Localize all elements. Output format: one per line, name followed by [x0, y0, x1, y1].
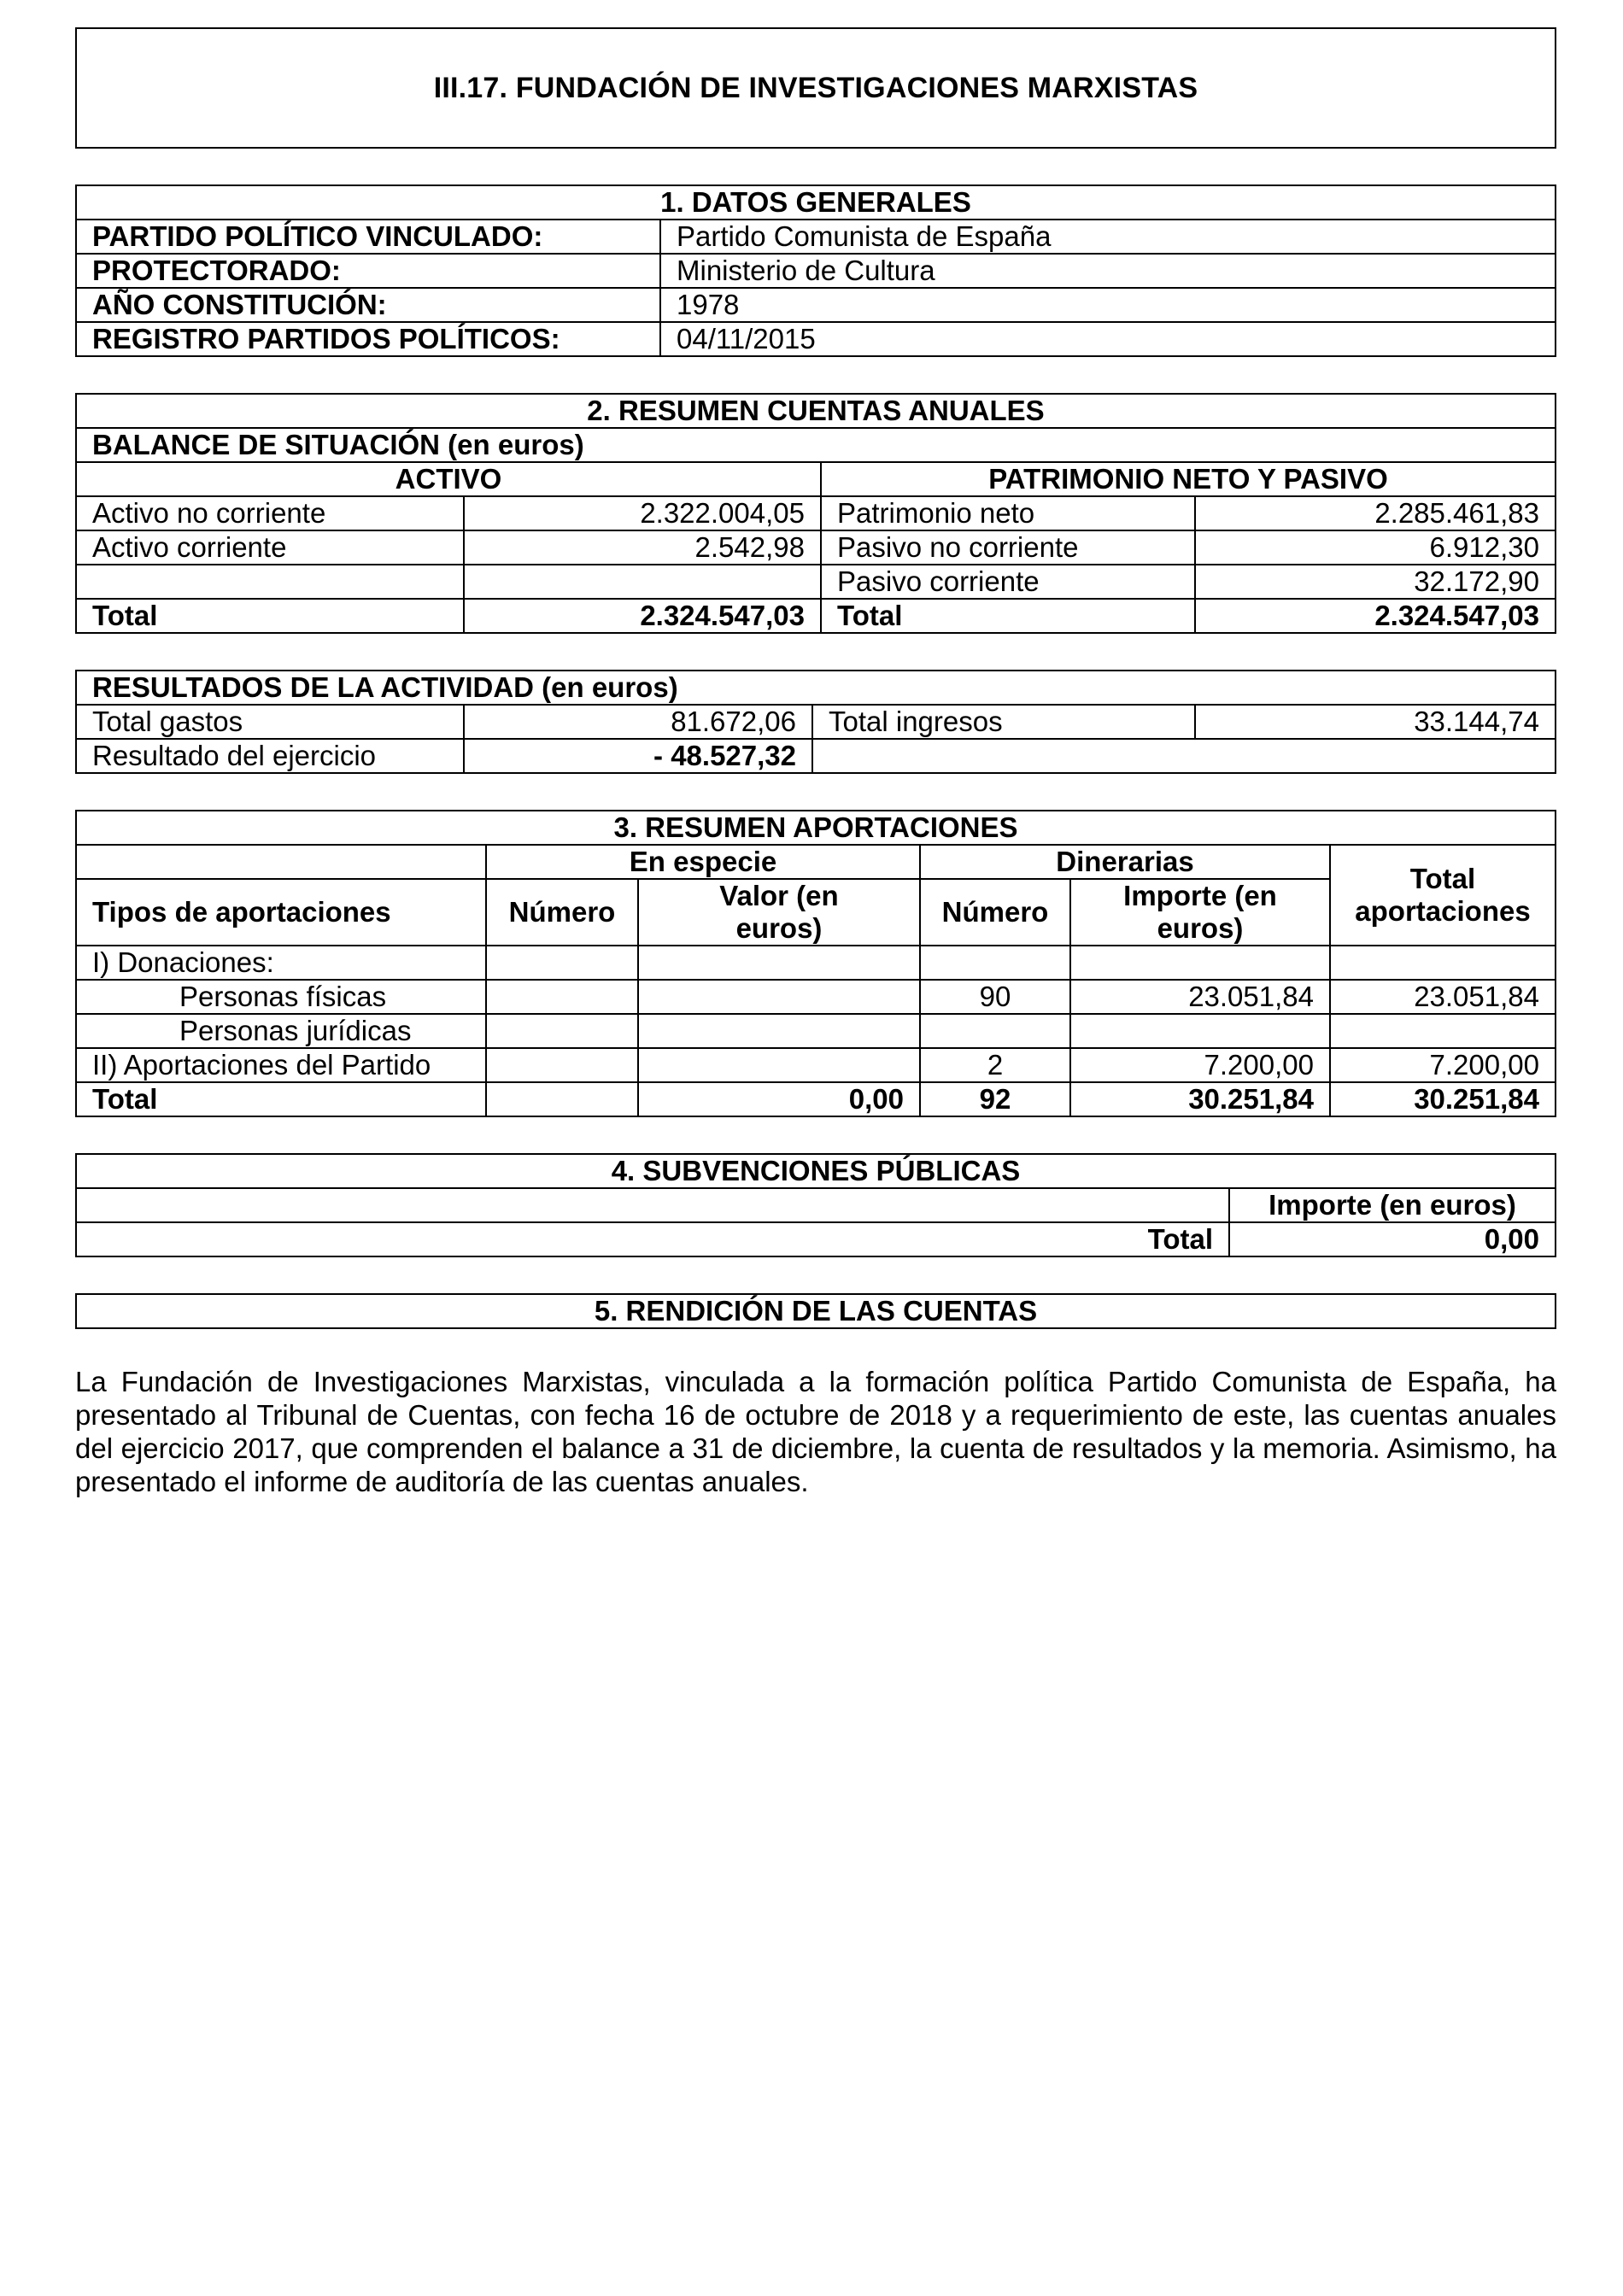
- section-heading: 3. RESUMEN APORTACIONES: [76, 811, 1556, 845]
- resultados-table: [75, 670, 1556, 774]
- document-page: [75, 27, 1556, 1526]
- tipo-label: Personas jurídicas: [76, 1014, 486, 1048]
- pasivo-total-value: 2.324.547,03: [1195, 599, 1556, 633]
- din-numero: 90: [920, 980, 1070, 1014]
- gastos-value: 81.672,06: [464, 705, 812, 739]
- pasivo-label: Pasivo no corriente: [821, 530, 1195, 565]
- pasivo-label: Pasivo corriente: [821, 565, 1195, 599]
- activo-value: 2.322.004,05: [464, 496, 821, 530]
- section-heading: 5. RENDICIÓN DE LAS CUENTAS: [76, 1294, 1556, 1328]
- table-row: [76, 705, 1556, 739]
- row-value: Partido Comunista de España: [660, 220, 1556, 254]
- rendicion-table: [75, 1293, 1556, 1329]
- row-total: 23.051,84: [1330, 980, 1556, 1014]
- table-row: [76, 739, 1556, 773]
- total-label: Total: [76, 1222, 1229, 1256]
- pasivo-header: PATRIMONIO NETO Y PASIVO: [821, 462, 1556, 496]
- pasivo-value: 6.912,30: [1195, 530, 1556, 565]
- subvenciones-table: [75, 1153, 1556, 1257]
- row-label: REGISTRO PARTIDOS POLÍTICOS:: [76, 322, 660, 356]
- activo-value: 2.542,98: [464, 530, 821, 565]
- row-label: PARTIDO POLÍTICO VINCULADO:: [76, 220, 660, 254]
- row-label: PROTECTORADO:: [76, 254, 660, 288]
- table-row: [76, 322, 1556, 356]
- table-row: [76, 565, 1556, 599]
- activo-label: Activo corriente: [76, 530, 464, 565]
- datos-generales-table: [75, 184, 1556, 357]
- activo-value: [464, 565, 821, 599]
- table-row: [76, 946, 1556, 980]
- row-value: 1978: [660, 288, 1556, 322]
- valor-header: Valor (en euros): [638, 879, 920, 946]
- din-numero: 2: [920, 1048, 1070, 1082]
- numero-header: Número: [486, 879, 638, 946]
- table-row: [76, 254, 1556, 288]
- table-row: [76, 1014, 1556, 1048]
- esp-valor-total: 0,00: [638, 1082, 920, 1116]
- table-row: [76, 496, 1556, 530]
- pasivo-total-label: Total: [821, 599, 1195, 633]
- din-importe: 23.051,84: [1070, 980, 1330, 1014]
- pasivo-value: 32.172,90: [1195, 565, 1556, 599]
- row-value: 04/11/2015: [660, 322, 1556, 356]
- resultado-value: - 48.527,32: [464, 739, 812, 773]
- total-aportaciones-header: Total aportaciones: [1330, 845, 1556, 946]
- resumen-cuentas-table: [75, 393, 1556, 634]
- activo-label: Activo no corriente: [76, 496, 464, 530]
- numero-header: Número: [920, 879, 1070, 946]
- row-total: 7.200,00: [1330, 1048, 1556, 1082]
- pasivo-label: Patrimonio neto: [821, 496, 1195, 530]
- total-row: [76, 1222, 1556, 1256]
- rendicion-paragraph: La Fundación de Investigaciones Marxistas, vinculada a la formación política Partido Comunista de España, ha presentado al Tribunal de Cuentas, con fecha 16 de octubre de 2018 y a requerimiento de este, las cuentas anuales del ejercicio 2017, que comprenden el balance a 31 de diciembre, la cuenta de resultados y la memoria. Asimismo, ha presentado el informe de auditoría de las cuentas anuales.: [75, 1366, 1556, 1497]
- table-row: [76, 220, 1556, 254]
- section-heading: 1. DATOS GENERALES: [76, 185, 1556, 220]
- aportaciones-table: [75, 810, 1556, 1117]
- total-row: [76, 1082, 1556, 1116]
- pasivo-value: 2.285.461,83: [1195, 496, 1556, 530]
- table-row: [76, 530, 1556, 565]
- resultados-heading: RESULTADOS DE LA ACTIVIDAD (en euros): [76, 671, 1556, 705]
- importe-header: Importe (en euros): [1229, 1188, 1556, 1222]
- balance-subheading: BALANCE DE SITUACIÓN (en euros): [76, 428, 1556, 462]
- total-label: Total: [76, 1082, 486, 1116]
- row-value: Ministerio de Cultura: [660, 254, 1556, 288]
- tipo-label: Personas físicas: [76, 980, 486, 1014]
- tipo-label: II) Aportaciones del Partido: [76, 1048, 486, 1082]
- activo-total-label: Total: [76, 599, 464, 633]
- activo-label: [76, 565, 464, 599]
- activo-header: ACTIVO: [76, 462, 821, 496]
- activo-total-value: 2.324.547,03: [464, 599, 821, 633]
- total-value: 0,00: [1229, 1222, 1556, 1256]
- grand-total: 30.251,84: [1330, 1082, 1556, 1116]
- tipo-label: I) Donaciones:: [76, 946, 486, 980]
- table-row: [76, 1048, 1556, 1082]
- table-row: [76, 288, 1556, 322]
- en-especie-header: En especie: [486, 845, 920, 879]
- din-importe: 7.200,00: [1070, 1048, 1330, 1082]
- importe-header: Importe (en euros): [1070, 879, 1330, 946]
- section-heading: 4. SUBVENCIONES PÚBLICAS: [76, 1154, 1556, 1188]
- section-heading: 2. RESUMEN CUENTAS ANUALES: [76, 394, 1556, 428]
- gastos-label: Total gastos: [76, 705, 464, 739]
- din-numero-total: 92: [920, 1082, 1070, 1116]
- ingresos-label: Total ingresos: [812, 705, 1195, 739]
- tipos-header: Tipos de aportaciones: [76, 879, 486, 946]
- ingresos-value: 33.144,74: [1195, 705, 1556, 739]
- table-row: [76, 980, 1556, 1014]
- total-row: [76, 599, 1556, 633]
- page-title: III.17. FUNDACIÓN DE INVESTIGACIONES MARXISTAS: [75, 27, 1556, 149]
- resultado-label: Resultado del ejercicio: [76, 739, 464, 773]
- row-label: AÑO CONSTITUCIÓN:: [76, 288, 660, 322]
- din-importe-total: 30.251,84: [1070, 1082, 1330, 1116]
- dinerarias-header: Dinerarias: [920, 845, 1330, 879]
